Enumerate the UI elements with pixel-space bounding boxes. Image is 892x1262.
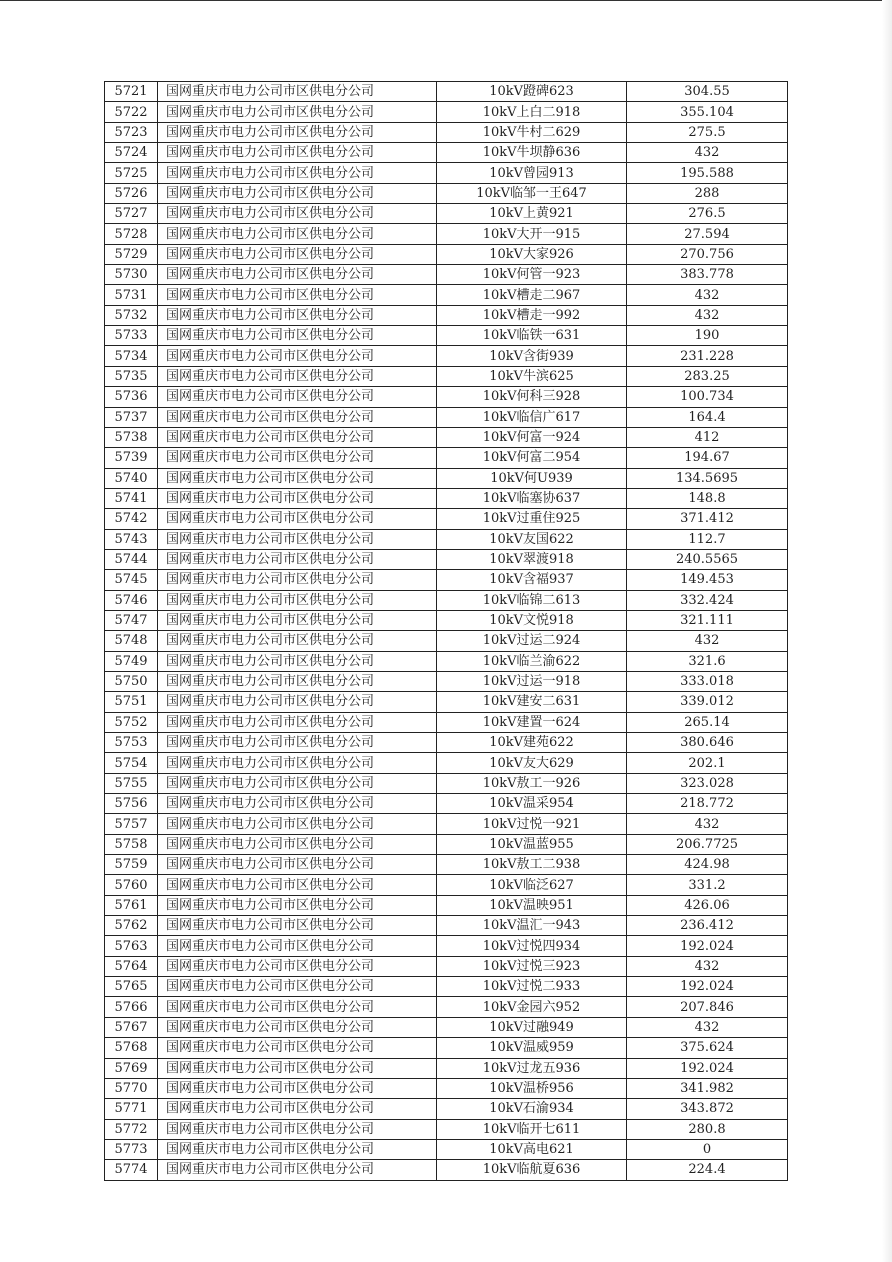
value-cell: 333.018 (627, 671, 788, 691)
value-cell: 192.024 (627, 977, 788, 997)
line-name-cell: 10kV何富二954 (437, 448, 627, 468)
table-row (105, 916, 788, 936)
value-cell: 207.846 (627, 997, 788, 1017)
line-name-cell: 10kV温桥956 (437, 1078, 627, 1098)
company-name-cell: 国网重庆市电力公司市区供电分公司 (158, 692, 437, 712)
line-name-cell: 10kV翠渡918 (437, 549, 627, 569)
line-name-cell: 10kV蹬碑623 (437, 82, 627, 102)
table-row (105, 529, 788, 549)
value-cell: 304.55 (627, 82, 788, 102)
row-number-cell: 5756 (105, 794, 158, 814)
value-cell: 432 (627, 1017, 788, 1037)
table-row (105, 305, 788, 325)
row-number-cell: 5747 (105, 610, 158, 630)
table-row (105, 712, 788, 732)
company-name-cell: 国网重庆市电力公司市区供电分公司 (158, 529, 437, 549)
company-name-cell: 国网重庆市电力公司市区供电分公司 (158, 814, 437, 834)
value-cell: 231.228 (627, 346, 788, 366)
line-name-cell: 10kV温威959 (437, 1038, 627, 1058)
company-name-cell: 国网重庆市电力公司市区供电分公司 (158, 224, 437, 244)
company-name-cell: 国网重庆市电力公司市区供电分公司 (158, 488, 437, 508)
table-row (105, 671, 788, 691)
table-row (105, 794, 788, 814)
line-name-cell: 10kV临泛627 (437, 875, 627, 895)
value-cell: 190 (627, 326, 788, 346)
company-name-cell: 国网重庆市电力公司市区供电分公司 (158, 610, 437, 630)
table-row (105, 692, 788, 712)
line-name-cell: 10kV过悦二933 (437, 977, 627, 997)
table-row (105, 590, 788, 610)
value-cell: 224.4 (627, 1160, 788, 1180)
line-name-cell: 10kV石渝934 (437, 1099, 627, 1119)
value-cell: 280.8 (627, 1119, 788, 1139)
table-row (105, 570, 788, 590)
value-cell: 283.25 (627, 366, 788, 386)
table-row (105, 366, 788, 386)
value-cell: 134.5695 (627, 468, 788, 488)
table-row (105, 346, 788, 366)
row-number-cell: 5759 (105, 855, 158, 875)
company-name-cell: 国网重庆市电力公司市区供电分公司 (158, 1058, 437, 1078)
row-number-cell: 5744 (105, 549, 158, 569)
value-cell: 202.1 (627, 753, 788, 773)
value-cell: 195.588 (627, 163, 788, 183)
company-name-cell: 国网重庆市电力公司市区供电分公司 (158, 204, 437, 224)
row-number-cell: 5768 (105, 1038, 158, 1058)
value-cell: 355.104 (627, 102, 788, 122)
company-name-cell: 国网重庆市电力公司市区供电分公司 (158, 671, 437, 691)
company-name-cell: 国网重庆市电力公司市区供电分公司 (158, 427, 437, 447)
row-number-cell: 5725 (105, 163, 158, 183)
company-name-cell: 国网重庆市电力公司市区供电分公司 (158, 448, 437, 468)
line-name-cell: 10kV上黄921 (437, 204, 627, 224)
line-name-cell: 10kV牛坝静636 (437, 143, 627, 163)
table-row (105, 448, 788, 468)
value-cell: 432 (627, 285, 788, 305)
value-cell: 206.7725 (627, 834, 788, 854)
line-name-cell: 10kV含福937 (437, 570, 627, 590)
row-number-cell: 5770 (105, 1078, 158, 1098)
row-number-cell: 5771 (105, 1099, 158, 1119)
table-row (105, 1038, 788, 1058)
company-name-cell: 国网重庆市电力公司市区供电分公司 (158, 143, 437, 163)
company-name-cell: 国网重庆市电力公司市区供电分公司 (158, 997, 437, 1017)
value-cell: 343.872 (627, 1099, 788, 1119)
table-row (105, 143, 788, 163)
value-cell: 331.2 (627, 875, 788, 895)
company-name-cell: 国网重庆市电力公司市区供电分公司 (158, 244, 437, 264)
value-cell: 321.111 (627, 610, 788, 630)
value-cell: 323.028 (627, 773, 788, 793)
row-number-cell: 5749 (105, 651, 158, 671)
line-name-cell: 10kV过悦三923 (437, 956, 627, 976)
line-name-cell: 10kV敖工二938 (437, 855, 627, 875)
table-row (105, 1160, 788, 1180)
row-number-cell: 5774 (105, 1160, 158, 1180)
row-number-cell: 5746 (105, 590, 158, 610)
line-name-cell: 10kV临开七611 (437, 1119, 627, 1139)
row-number-cell: 5731 (105, 285, 158, 305)
table-row (105, 224, 788, 244)
value-cell: 332.424 (627, 590, 788, 610)
row-number-cell: 5735 (105, 366, 158, 386)
row-number-cell: 5736 (105, 387, 158, 407)
value-cell: 375.624 (627, 1038, 788, 1058)
company-name-cell: 国网重庆市电力公司市区供电分公司 (158, 265, 437, 285)
company-name-cell: 国网重庆市电力公司市区供电分公司 (158, 183, 437, 203)
company-name-cell: 国网重庆市电力公司市区供电分公司 (158, 1139, 437, 1159)
row-number-cell: 5743 (105, 529, 158, 549)
line-name-cell: 10kV过运二924 (437, 631, 627, 651)
row-number-cell: 5754 (105, 753, 158, 773)
row-number-cell: 5769 (105, 1058, 158, 1078)
value-cell: 0 (627, 1139, 788, 1159)
line-name-cell: 10kV曾园913 (437, 163, 627, 183)
company-name-cell: 国网重庆市电力公司市区供电分公司 (158, 1119, 437, 1139)
table-row (105, 387, 788, 407)
line-name-cell: 10kV临铁一631 (437, 326, 627, 346)
company-name-cell: 国网重庆市电力公司市区供电分公司 (158, 875, 437, 895)
line-name-cell: 10kV临航夏636 (437, 1160, 627, 1180)
value-cell: 192.024 (627, 1058, 788, 1078)
table-row (105, 814, 788, 834)
value-cell: 424.98 (627, 855, 788, 875)
value-cell: 339.012 (627, 692, 788, 712)
table-row (105, 936, 788, 956)
row-number-cell: 5761 (105, 895, 158, 915)
line-name-cell: 10kV槽走二967 (437, 285, 627, 305)
value-cell: 112.7 (627, 529, 788, 549)
company-name-cell: 国网重庆市电力公司市区供电分公司 (158, 163, 437, 183)
value-cell: 432 (627, 631, 788, 651)
value-cell: 380.646 (627, 733, 788, 753)
line-name-cell: 10kV过悦四934 (437, 936, 627, 956)
table-row (105, 1078, 788, 1098)
page-edge-shadow (882, 0, 892, 1262)
value-cell: 432 (627, 305, 788, 325)
row-number-cell: 5732 (105, 305, 158, 325)
company-name-cell: 国网重庆市电力公司市区供电分公司 (158, 733, 437, 753)
value-cell: 432 (627, 956, 788, 976)
company-name-cell: 国网重庆市电力公司市区供电分公司 (158, 834, 437, 854)
value-cell: 240.5565 (627, 549, 788, 569)
table-row (105, 265, 788, 285)
row-number-cell: 5722 (105, 102, 158, 122)
line-name-cell: 10kV含街939 (437, 346, 627, 366)
table-row (105, 956, 788, 976)
value-cell: 432 (627, 143, 788, 163)
table-row (105, 753, 788, 773)
line-name-cell: 10kV建置一624 (437, 712, 627, 732)
row-number-cell: 5764 (105, 956, 158, 976)
table-row (105, 997, 788, 1017)
row-number-cell: 5748 (105, 631, 158, 651)
table-body (105, 82, 788, 1181)
company-name-cell: 国网重庆市电力公司市区供电分公司 (158, 936, 437, 956)
row-number-cell: 5723 (105, 122, 158, 142)
table-row (105, 407, 788, 427)
value-cell: 194.67 (627, 448, 788, 468)
row-number-cell: 5751 (105, 692, 158, 712)
row-number-cell: 5728 (105, 224, 158, 244)
table-row (105, 651, 788, 671)
row-number-cell: 5757 (105, 814, 158, 834)
row-number-cell: 5762 (105, 916, 158, 936)
value-cell: 148.8 (627, 488, 788, 508)
row-number-cell: 5738 (105, 427, 158, 447)
table-row (105, 204, 788, 224)
company-name-cell: 国网重庆市电力公司市区供电分公司 (158, 1078, 437, 1098)
table-row (105, 1119, 788, 1139)
value-cell: 432 (627, 814, 788, 834)
table-row (105, 427, 788, 447)
company-name-cell: 国网重庆市电力公司市区供电分公司 (158, 366, 437, 386)
value-cell: 236.412 (627, 916, 788, 936)
company-name-cell: 国网重庆市电力公司市区供电分公司 (158, 407, 437, 427)
table-row (105, 895, 788, 915)
table-row (105, 163, 788, 183)
row-number-cell: 5758 (105, 834, 158, 854)
table-row (105, 326, 788, 346)
page-top-border (0, 0, 892, 1)
company-name-cell: 国网重庆市电力公司市区供电分公司 (158, 1160, 437, 1180)
line-name-cell: 10kV临兰渝622 (437, 651, 627, 671)
company-name-cell: 国网重庆市电力公司市区供电分公司 (158, 895, 437, 915)
line-name-cell: 10kV何科三928 (437, 387, 627, 407)
table-row (105, 1058, 788, 1078)
value-cell: 27.594 (627, 224, 788, 244)
row-number-cell: 5772 (105, 1119, 158, 1139)
table-row (105, 1099, 788, 1119)
company-name-cell: 国网重庆市电力公司市区供电分公司 (158, 1017, 437, 1037)
line-name-cell: 10kV牛村二629 (437, 122, 627, 142)
line-name-cell: 10kV大开一915 (437, 224, 627, 244)
data-table (104, 81, 788, 1181)
line-name-cell: 10kV过龙五936 (437, 1058, 627, 1078)
value-cell: 341.982 (627, 1078, 788, 1098)
company-name-cell: 国网重庆市电力公司市区供电分公司 (158, 346, 437, 366)
value-cell: 149.453 (627, 570, 788, 590)
row-number-cell: 5766 (105, 997, 158, 1017)
value-cell: 288 (627, 183, 788, 203)
company-name-cell: 国网重庆市电力公司市区供电分公司 (158, 1038, 437, 1058)
value-cell: 265.14 (627, 712, 788, 732)
line-name-cell: 10kV临塞协637 (437, 488, 627, 508)
table-row (105, 285, 788, 305)
line-name-cell: 10kV上白二918 (437, 102, 627, 122)
value-cell: 426.06 (627, 895, 788, 915)
row-number-cell: 5773 (105, 1139, 158, 1159)
row-number-cell: 5750 (105, 671, 158, 691)
company-name-cell: 国网重庆市电力公司市区供电分公司 (158, 855, 437, 875)
company-name-cell: 国网重庆市电力公司市区供电分公司 (158, 916, 437, 936)
line-name-cell: 10kV温汇一943 (437, 916, 627, 936)
row-number-cell: 5730 (105, 265, 158, 285)
company-name-cell: 国网重庆市电力公司市区供电分公司 (158, 549, 437, 569)
row-number-cell: 5733 (105, 326, 158, 346)
company-name-cell: 国网重庆市电力公司市区供电分公司 (158, 387, 437, 407)
table-row (105, 1017, 788, 1037)
line-name-cell: 10kV槽走一992 (437, 305, 627, 325)
company-name-cell: 国网重庆市电力公司市区供电分公司 (158, 285, 437, 305)
value-cell: 100.734 (627, 387, 788, 407)
line-name-cell: 10kV建安二631 (437, 692, 627, 712)
row-number-cell: 5760 (105, 875, 158, 895)
table-row (105, 875, 788, 895)
company-name-cell: 国网重庆市电力公司市区供电分公司 (158, 468, 437, 488)
value-cell: 270.756 (627, 244, 788, 264)
table-row (105, 509, 788, 529)
value-cell: 218.772 (627, 794, 788, 814)
table-row (105, 1139, 788, 1159)
line-name-cell: 10kV高电621 (437, 1139, 627, 1159)
line-name-cell: 10kV临邹一王647 (437, 183, 627, 203)
value-cell: 371.412 (627, 509, 788, 529)
value-cell: 164.4 (627, 407, 788, 427)
table-row (105, 549, 788, 569)
row-number-cell: 5729 (105, 244, 158, 264)
row-number-cell: 5767 (105, 1017, 158, 1037)
row-number-cell: 5727 (105, 204, 158, 224)
company-name-cell: 国网重庆市电力公司市区供电分公司 (158, 570, 437, 590)
table-row (105, 122, 788, 142)
value-cell: 192.024 (627, 936, 788, 956)
table-row (105, 631, 788, 651)
company-name-cell: 国网重庆市电力公司市区供电分公司 (158, 1099, 437, 1119)
table-row (105, 773, 788, 793)
line-name-cell: 10kV何富一924 (437, 427, 627, 447)
company-name-cell: 国网重庆市电力公司市区供电分公司 (158, 122, 437, 142)
line-name-cell: 10kV何U939 (437, 468, 627, 488)
line-name-cell: 10kV温蓝955 (437, 834, 627, 854)
table-row (105, 977, 788, 997)
line-name-cell: 10kV温采954 (437, 794, 627, 814)
row-number-cell: 5765 (105, 977, 158, 997)
row-number-cell: 5745 (105, 570, 158, 590)
row-number-cell: 5755 (105, 773, 158, 793)
company-name-cell: 国网重庆市电力公司市区供电分公司 (158, 509, 437, 529)
value-cell: 275.5 (627, 122, 788, 142)
table-row (105, 82, 788, 102)
line-name-cell: 10kV金园六952 (437, 997, 627, 1017)
line-name-cell: 10kV友大629 (437, 753, 627, 773)
line-name-cell: 10kV友国622 (437, 529, 627, 549)
line-name-cell: 10kV临锦二613 (437, 590, 627, 610)
company-name-cell: 国网重庆市电力公司市区供电分公司 (158, 794, 437, 814)
row-number-cell: 5724 (105, 143, 158, 163)
line-name-cell: 10kV温映951 (437, 895, 627, 915)
company-name-cell: 国网重庆市电力公司市区供电分公司 (158, 326, 437, 346)
company-name-cell: 国网重庆市电力公司市区供电分公司 (158, 712, 437, 732)
company-name-cell: 国网重庆市电力公司市区供电分公司 (158, 305, 437, 325)
row-number-cell: 5726 (105, 183, 158, 203)
table-row (105, 488, 788, 508)
value-cell: 321.6 (627, 651, 788, 671)
line-name-cell: 10kV建苑622 (437, 733, 627, 753)
row-number-cell: 5734 (105, 346, 158, 366)
row-number-cell: 5763 (105, 936, 158, 956)
line-name-cell: 10kV过悦一921 (437, 814, 627, 834)
line-name-cell: 10kV文悦918 (437, 610, 627, 630)
line-name-cell: 10kV临信广617 (437, 407, 627, 427)
value-cell: 383.778 (627, 265, 788, 285)
table-row (105, 733, 788, 753)
company-name-cell: 国网重庆市电力公司市区供电分公司 (158, 102, 437, 122)
line-name-cell: 10kV敖工一926 (437, 773, 627, 793)
row-number-cell: 5721 (105, 82, 158, 102)
table-row (105, 610, 788, 630)
company-name-cell: 国网重庆市电力公司市区供电分公司 (158, 753, 437, 773)
line-name-cell: 10kV过融949 (437, 1017, 627, 1037)
table-row (105, 468, 788, 488)
line-name-cell: 10kV牛滨625 (437, 366, 627, 386)
table-row (105, 834, 788, 854)
row-number-cell: 5741 (105, 488, 158, 508)
company-name-cell: 国网重庆市电力公司市区供电分公司 (158, 651, 437, 671)
table-row (105, 183, 788, 203)
table-row (105, 102, 788, 122)
line-name-cell: 10kV何管一923 (437, 265, 627, 285)
line-name-cell: 10kV大家926 (437, 244, 627, 264)
row-number-cell: 5753 (105, 733, 158, 753)
table-row (105, 244, 788, 264)
row-number-cell: 5742 (105, 509, 158, 529)
company-name-cell: 国网重庆市电力公司市区供电分公司 (158, 631, 437, 651)
row-number-cell: 5752 (105, 712, 158, 732)
table-row (105, 855, 788, 875)
row-number-cell: 5740 (105, 468, 158, 488)
company-name-cell: 国网重庆市电力公司市区供电分公司 (158, 977, 437, 997)
row-number-cell: 5739 (105, 448, 158, 468)
company-name-cell: 国网重庆市电力公司市区供电分公司 (158, 590, 437, 610)
row-number-cell: 5737 (105, 407, 158, 427)
value-cell: 412 (627, 427, 788, 447)
line-name-cell: 10kV过重住925 (437, 509, 627, 529)
line-name-cell: 10kV过运一918 (437, 671, 627, 691)
company-name-cell: 国网重庆市电力公司市区供电分公司 (158, 82, 437, 102)
company-name-cell: 国网重庆市电力公司市区供电分公司 (158, 773, 437, 793)
company-name-cell: 国网重庆市电力公司市区供电分公司 (158, 956, 437, 976)
value-cell: 276.5 (627, 204, 788, 224)
